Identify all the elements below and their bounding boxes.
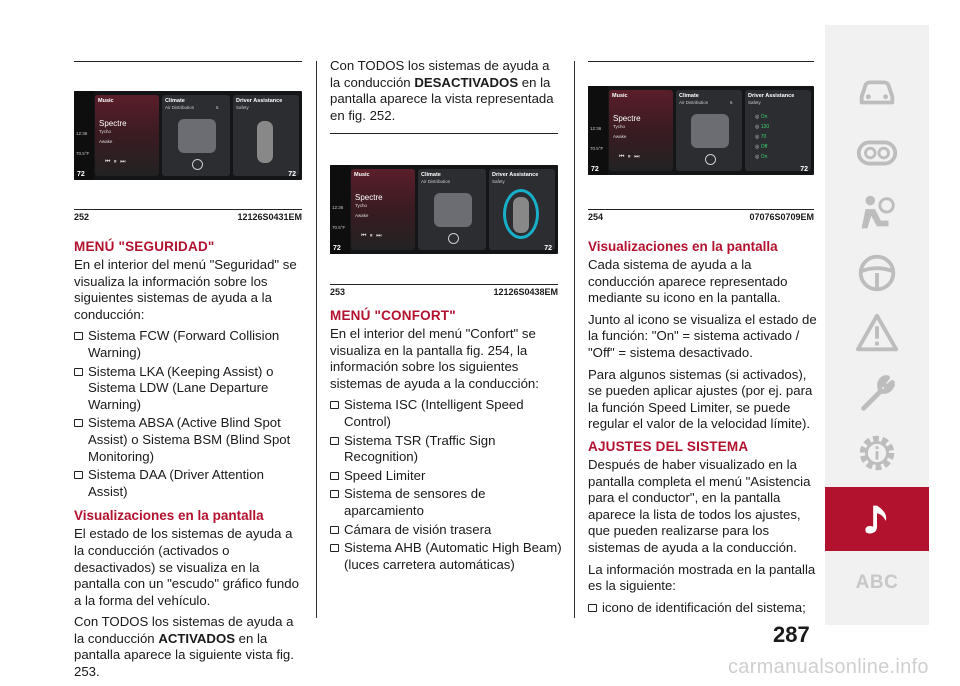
- list-item: icono de identificación del sistema;: [588, 600, 820, 617]
- playback-controls: ⏮ ⏸ ⏭: [619, 154, 640, 160]
- temp-right: 72: [800, 166, 808, 173]
- assist-status: Off: [760, 144, 768, 150]
- figure-number: 254: [588, 212, 604, 222]
- screen-status-strip: [74, 91, 94, 180]
- clock-text: 12:36: [590, 126, 602, 131]
- steering-wheel-icon: [854, 250, 900, 296]
- figure-number: 252: [74, 212, 90, 222]
- abc-index-label: ABC: [855, 572, 899, 593]
- climate-title: Climate: [421, 172, 441, 178]
- sidebar-item-driving[interactable]: [825, 247, 929, 299]
- list-item: Sistema TSR (Traffic Sign Recognition): [330, 433, 564, 466]
- driver-assistance-panel: [233, 95, 299, 176]
- music-note-icon: [854, 496, 900, 542]
- list-item: Sistema AHB (Automatic High Beam) (luces carretera automáticas): [330, 540, 564, 573]
- figure-code: 12126S0431EM: [237, 212, 302, 222]
- text-run: Con TODOS los sistemas de ayuda a la conducción: [74, 614, 294, 646]
- driver-assistance-panel: [489, 169, 555, 250]
- text-run: Con TODOS los sistemas de ayuda a la conducción: [330, 58, 550, 90]
- paragraph: Cada sistema de ayuda a la conducción aparece representado mediante su icono en la pantalla.: [588, 257, 788, 306]
- music-title: Music: [612, 93, 628, 99]
- album-text: Awake: [355, 213, 369, 218]
- warning-triangle-icon: [854, 310, 900, 356]
- music-panel: [351, 169, 415, 250]
- driver-assistance-title: Driver Assistance: [492, 172, 539, 178]
- figure-code: 12126S0438EM: [493, 287, 558, 297]
- fig253-rule: [330, 284, 558, 285]
- bold-text-desactivados: DESACTIVADOS: [414, 74, 519, 90]
- list-item: Sistema ISC (Intelligent Speed Control): [330, 397, 564, 430]
- assist-status: On: [760, 114, 768, 120]
- column-1-text: [74, 237, 306, 686]
- music-panel: [609, 90, 673, 171]
- album-text: Awake: [613, 134, 627, 139]
- paragraph: Junto al icono se visualiza el estado de la función: "On" = sistema activado / "Off" = sistema desactivado.: [588, 311, 817, 360]
- airbag-person-icon: [854, 190, 900, 236]
- temp-right: 72: [544, 245, 552, 252]
- screen-status-strip: [588, 86, 608, 175]
- track-sub-text: Tycho: [99, 129, 112, 134]
- power-icon: [705, 154, 716, 165]
- power-icon: [448, 233, 459, 244]
- paragraph: Después de haber visualizado en la pantalla completa el menú "Asistencia para el conductor", en la pantalla aparece la lista de todos los ajustes, que pueden realizarse para los sistemas de ayuda a la conducción.: [588, 456, 811, 555]
- subheading-visualizaciones: Visualizaciones en la pantalla: [588, 239, 778, 254]
- climate-panel: [676, 90, 742, 171]
- safety-text: Safety: [492, 179, 505, 184]
- sidebar-item-car[interactable]: [825, 65, 929, 117]
- sidebar-item-safety[interactable]: [825, 187, 929, 239]
- track-sub-text: Tycho: [613, 124, 626, 129]
- list-item: Sistema LKA (Keeping Assist) o Sistema LDW (Lane Departure Warning): [74, 364, 306, 414]
- track-sub-text: Tycho: [355, 203, 368, 208]
- artist-text: Spectre: [613, 114, 641, 123]
- top-rule-col1: [74, 61, 302, 62]
- playback-controls: ⏮ ⏸ ⏭: [105, 159, 126, 165]
- outdoor-temp-text: 70.5°F: [76, 151, 90, 156]
- air-distribution-text: Air Distribution: [421, 179, 451, 184]
- figure-253-caption: [330, 287, 558, 297]
- clock-text: 12:36: [332, 205, 344, 210]
- seats-graphic: [691, 114, 729, 148]
- heading-menu-seguridad: MENÚ "SEGURIDAD": [74, 239, 215, 254]
- list-item: Sistema de sensores de aparcamiento: [330, 486, 564, 519]
- list-item: ◎ On: [755, 114, 768, 120]
- gear-info-icon: [854, 430, 900, 476]
- fan-speed-text: 6: [216, 105, 219, 110]
- sidebar-item-emergency[interactable]: [825, 307, 929, 359]
- sidebar-item-multimedia[interactable]: [825, 487, 929, 551]
- figure-code: 07076S0709EM: [749, 212, 814, 222]
- fan-speed-text: 6: [730, 100, 733, 105]
- climate-panel: [418, 169, 486, 250]
- air-distribution-text: Air Distribution: [679, 100, 709, 105]
- col2-rule-top: [330, 133, 558, 134]
- column-2-text: [330, 306, 564, 575]
- climate-title: Climate: [165, 98, 185, 104]
- assist-list: [755, 112, 805, 162]
- climate-title: Climate: [679, 93, 699, 99]
- page-number: 287: [773, 622, 810, 647]
- clock-text: 12:36: [76, 131, 88, 136]
- paragraph: En el interior del menú "Seguridad" se visualiza la información sobre los siguientes sistemas de ayuda a la conducción:: [74, 257, 297, 322]
- car-icon: [854, 68, 900, 114]
- paragraph: En el interior del menú "Confort" se visualiza en la pantalla fig. 254, la información sobre los siguientes sistemas de ayuda a la conducción:: [330, 326, 539, 391]
- column-divider-2: [574, 61, 575, 618]
- figure-number: 253: [330, 287, 346, 297]
- figure-254-caption: [588, 212, 814, 222]
- seats-graphic: [434, 193, 472, 227]
- subheading-visualizaciones: Visualizaciones en la pantalla: [74, 508, 264, 524]
- artist-text: Spectre: [355, 193, 383, 202]
- paragraph-activados: [74, 614, 306, 680]
- sidebar-item-technical-data[interactable]: [825, 427, 929, 479]
- list-item: Sistema ABSA (Active Blind Spot Assist) o Sistema BSM (Blind Spot Monitoring): [74, 415, 306, 465]
- fig252-rule: [74, 209, 302, 210]
- air-distribution-text: Air Distribution: [165, 105, 195, 110]
- paragraph: El estado de los sistemas de ayuda a la conducción (activados o desactivados) se visualiza en la pantalla con un "escudo" gráfico fundo a la forma del vehículo.: [74, 526, 299, 608]
- watermark: carmanualsonline.info: [728, 656, 929, 678]
- temp-left: 72: [591, 166, 599, 173]
- car-topview-graphic: [257, 121, 273, 163]
- figure-254-screen: [588, 86, 814, 175]
- assist-status: 70: [760, 134, 767, 140]
- sidebar-item-index[interactable]: [825, 557, 929, 609]
- temp-right: 72: [288, 171, 296, 178]
- paragraph: La información mostrada en la pantalla es la siguiente:: [588, 561, 816, 594]
- climate-panel: [162, 95, 230, 176]
- music-panel: [95, 95, 159, 176]
- assist-status: 130: [760, 124, 770, 130]
- figure-252-caption: [74, 212, 302, 222]
- list-item: ◎ 70: [755, 134, 767, 140]
- list-item: Sistema FCW (Forward Collision Warning): [74, 328, 306, 361]
- wrench-icon: [854, 370, 900, 416]
- column-2-top-text: [330, 58, 562, 129]
- driver-assistance-title: Driver Assistance: [236, 98, 283, 104]
- bold-text-activados: ACTIVADOS: [158, 630, 235, 646]
- album-text: Awake: [99, 139, 113, 144]
- list-item: Cámara de visión trasera: [330, 522, 564, 539]
- list-item: Sistema DAA (Driver Attention Assist): [74, 467, 306, 500]
- outdoor-temp-text: 70.5°F: [590, 146, 604, 151]
- temp-left: 72: [77, 171, 85, 178]
- artist-text: Spectre: [99, 119, 127, 128]
- dashboard-gauge-icon: [854, 130, 900, 176]
- list-item: ◎ Off: [755, 144, 768, 150]
- power-icon: [192, 159, 203, 170]
- paragraph-desactivados: [330, 58, 562, 124]
- fig254-rule: [588, 209, 814, 210]
- paragraph: Para algunos sistemas (si activados), se pueden aplicar ajustes (por ej. para la función Speed Limiter, se puede regular el valor de la velocidad límite).: [588, 366, 813, 432]
- chapter-sidebar: [825, 25, 929, 625]
- seats-graphic: [178, 119, 216, 153]
- column-3-text: [588, 237, 820, 618]
- column-divider-1: [316, 61, 317, 618]
- playback-controls: ⏮ ⏸ ⏭: [361, 233, 382, 239]
- figure-253-screen: [330, 165, 558, 254]
- list-item: Speed Limiter: [330, 468, 564, 485]
- list-item: ◎ On: [755, 154, 768, 160]
- sidebar-item-dashboard[interactable]: [825, 127, 929, 179]
- heading-ajustes-sistema: AJUSTES DEL SISTEMA: [588, 438, 749, 454]
- temp-left: 72: [333, 245, 341, 252]
- driver-assistance-title: Driver Assistance: [748, 93, 795, 99]
- sidebar-item-maintenance[interactable]: [825, 367, 929, 419]
- safety-text: Safety: [236, 105, 249, 110]
- car-topview-graphic: [513, 197, 529, 233]
- music-title: Music: [98, 98, 114, 104]
- outdoor-temp-text: 70.5°F: [332, 225, 346, 230]
- top-rule-col3: [588, 61, 814, 62]
- screen-status-strip: [330, 165, 350, 254]
- music-title: Music: [354, 172, 370, 178]
- driver-assistance-panel: [745, 90, 811, 171]
- safety-text: Safety: [748, 100, 761, 105]
- list-item: ◎ 130: [755, 124, 770, 130]
- figure-252-screen: [74, 91, 302, 180]
- text-run: en la pantalla aparece la siguiente vista fig. 253.: [74, 630, 294, 680]
- assist-status: On: [760, 154, 768, 160]
- heading-menu-confort: MENÚ "CONFORT": [330, 308, 456, 323]
- text-run: en la pantalla aparece la vista representada en fig. 252.: [330, 74, 554, 123]
